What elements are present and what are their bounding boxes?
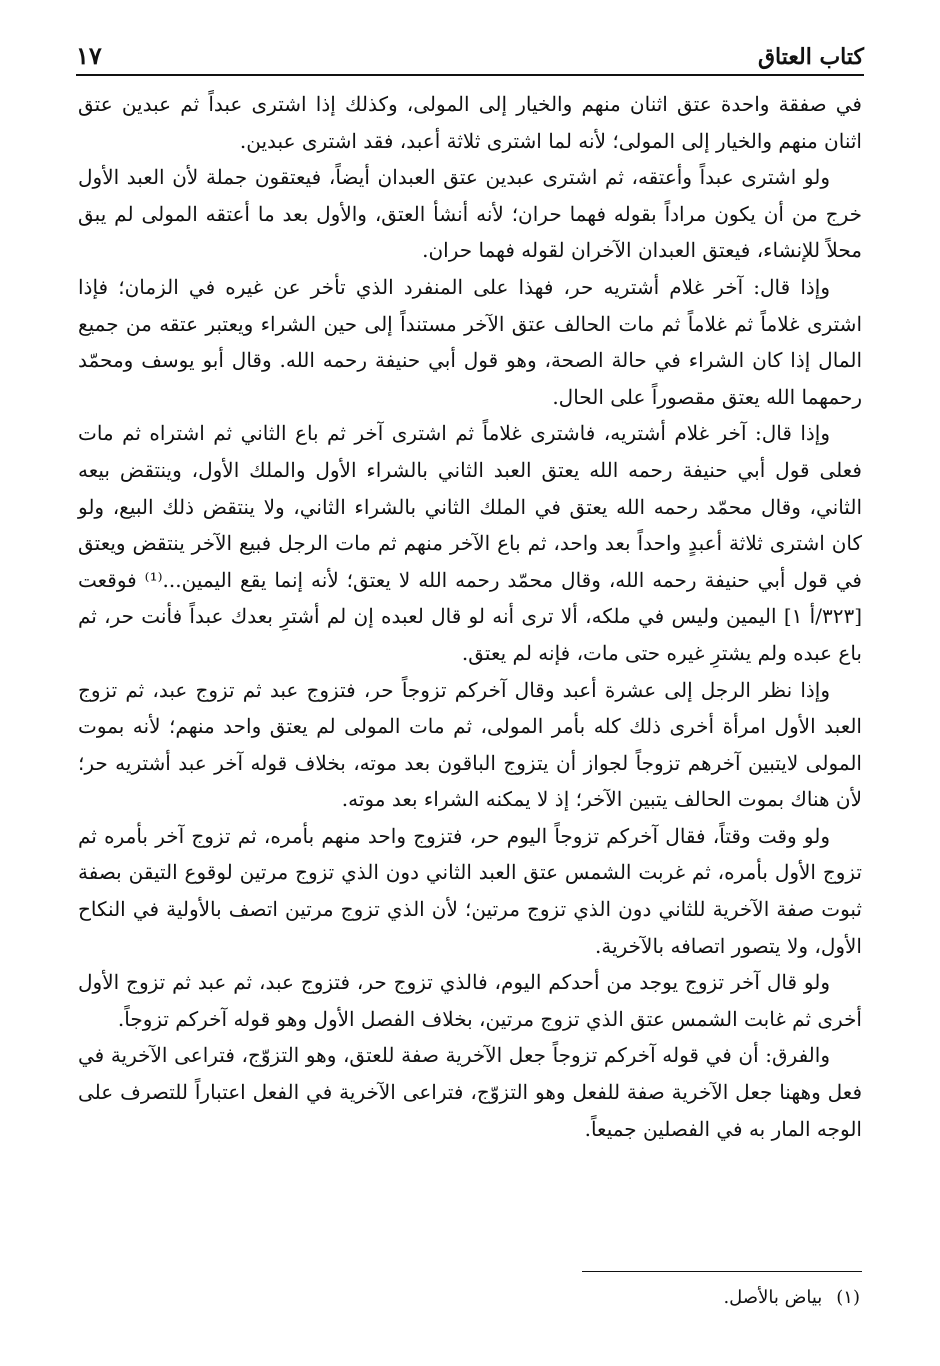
paragraph-1: في صفقة واحدة عتق اثنان منهم والخيار إلى المولى، وكذلك إذا اشترى عبداً ثم عبدين عتق اثنان منهم والخيار إلى المولى؛ لأنه لما اشترى ثلاثة أعبد، فقد اشترى عبدين.	[78, 92, 862, 153]
paragraph-7: ولو قال آخر تزوج يوجد من أحدكم اليوم، فالذي تزوج حر، فتزوج عبد، ثم عبد ثم تزوج الأول أخرى ثم غابت الشمس عتق الذي تزوج مرتين، بخلاف الفصل الأول وهو قوله آخركم تزوجاً.	[78, 970, 862, 1031]
paragraph-3: وإذا قال: آخر غلام أشتريه حر، فهذا على المنفرد الذي تأخر عن غيره في الزمان؛ فإذا اشترى غلاماً ثم غلاماً ثم مات الحالف عتق الآخر مستنداً إلى حين الشراء ويعتبر عتقه من جميع المال إذا كان الشراء في حالة الصحة، وهو قول أبي حنيفة رحمه الله. وقال أبو يوسف ومحمّد رحمهما الله يعتق مقصوراً على الحال.	[78, 274, 862, 409]
header-divider	[76, 74, 864, 76]
footnote-marker: (١)	[836, 1287, 860, 1308]
paragraph-4: وإذا قال: آخر غلام أشتريه، فاشترى غلاماً ثم اشترى آخر ثم باع الثاني ثم اشتراه ثم مات فعلى قول أبي حنيفة رحمه الله يعتق العبد الثاني بالشراء الأول والملك الأول، وينتقض بيعه الثاني، وقال محمّد رحمه الله يعتق في الملك الثاني بالشراء الثاني، ولا ينتقض ذلك البيع، ولو كان اشترى ثلاثة أعبدٍ واحداً بعد واحد، ثم باع الآخر منهم ثم مات الرجل فبيع الآخر ينتقض ويعتق في قول أبي حنيفة رحمه الله، وقال محمّد رحمه الله لا يعتق؛ لأنه إنما يقع اليمين...⁽¹⁾ فوقعت [٣٢٣/أ ١] اليمين وليس في ملكه، ألا ترى أنه لو قال لعبده إن لم أشترِ بعدك عبداً فأنت حر، ثم باع عبده ولم يشترِ غيره حتى مات، فإنه لم يعتق.	[78, 421, 862, 665]
page-number: ١٧	[76, 41, 102, 70]
running-head	[76, 22, 864, 70]
footnote	[78, 1284, 860, 1312]
paragraph-8: والفرق: أن في قوله آخركم تزوجاً جعل الآخرية صفة للعتق، وهو التزوّج، فتراعى الآخرية في فعل وههنا جعل الآخرية صفة للفعل وهو التزوّج، فتراعى الآخرية في الفعل اعتباراً للتصرف على الوجه المار به في الفصلين جميعاً.	[78, 1043, 862, 1141]
paragraph-2: ولو اشترى عبداً وأعتقه، ثم اشترى عبدين عتق العبدان أيضاً، فيعتقون جملة لأن العبد الأول خرج من أن يكون مراداً بقوله فهما حران؛ لأنه أنشأ العتق، والأول بعد ما أعتقه المولى لم يبق محلاً للإنشاء، فيعتق العبدان الآخران لقوله فهما حران.	[78, 165, 862, 263]
footnote-divider	[582, 1271, 862, 1272]
book-title: كتاب العتاق	[757, 44, 864, 70]
paragraph-6: ولو وقت وقتاً، فقال آخركم تزوجاً اليوم حر، فتزوج واحد منهم بأمره، ثم تزوج آخر بأمره ثم تزوج الأول بأمره، ثم غربت الشمس عتق العبد الثاني دون الذي تزوج مرتين لوقوع التيقن بصفة ثبوت صفة الآخرية للثاني دون الذي تزوج مرتين؛ لأن الذي تزوج مرتين اتصف بالأولية في النكاح الأول، ولا يتصور اتصافه بالآخرية.	[78, 823, 862, 958]
paragraph-5: وإذا نظر الرجل إلى عشرة أعبد وقال آخركم تزوجاً حر، فتزوج عبد ثم تزوج عبد، ثم تزوج العبد الأول امرأة أخرى ذلك كله بأمر المولى، ثم مات المولى لم يعتق واحد منهم؛ لأنه بموت المولى لايتبين آخرهم تزوجاً لجواز أن يتزوج الباقون بعد موته، بخلاف قوله آخر عبد أشتريه حر؛ لأن هناك بموت الحالف يتبين الآخر؛ إذ لا يمكنه الشراء بعد موته.	[78, 677, 862, 812]
body-text	[78, 86, 862, 1147]
footnote-text: بياض بالأصل.	[723, 1287, 823, 1308]
